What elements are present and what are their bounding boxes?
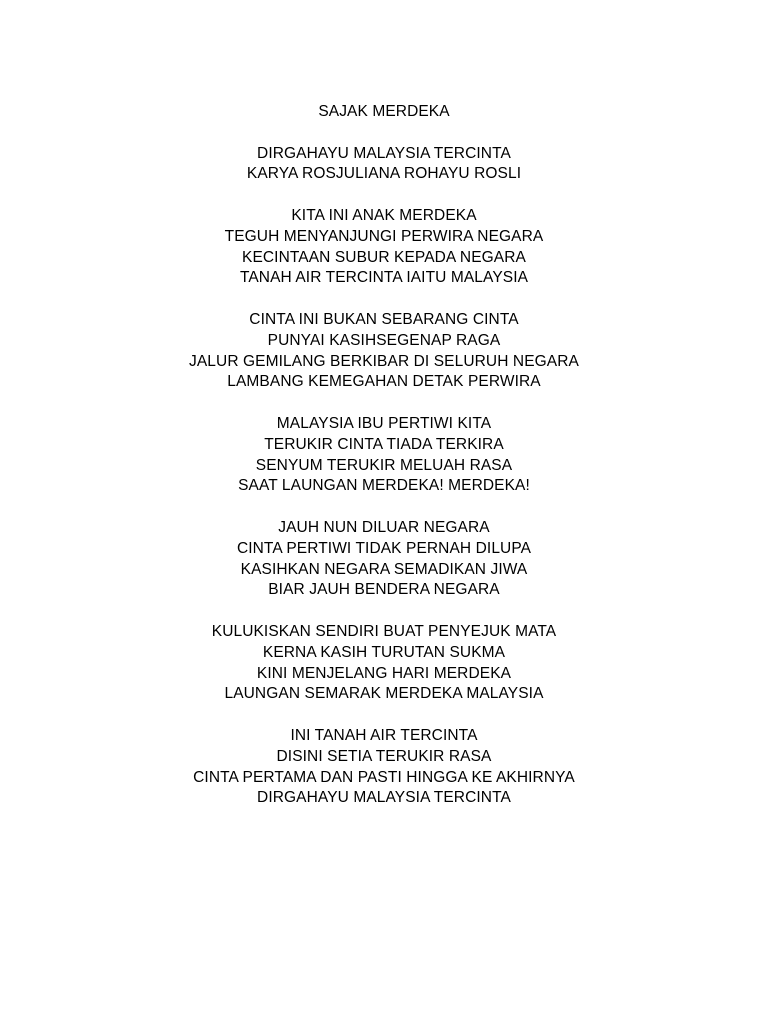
stanza-2 bbox=[0, 310, 768, 393]
poem-line: TANAH AIR TERCINTA IAITU MALAYSIA bbox=[239, 269, 529, 287]
stanza-6 bbox=[0, 726, 768, 809]
poem-title: SAJAK MERDEKA bbox=[318, 103, 450, 120]
poem-line: CINTA INI BUKAN SEBARANG CINTA bbox=[249, 310, 519, 328]
poem-line: INI TANAH AIR TERCINTA bbox=[290, 726, 478, 744]
poem-subtitle: DIRGAHAYU MALAYSIA TERCINTA bbox=[257, 144, 511, 162]
poem-line: KINI MENJELANG HARI MERDEKA bbox=[256, 664, 512, 682]
poem-line: DISINI SETIA TERUKIR RASA bbox=[276, 747, 492, 765]
poem-line: KULUKISKAN SENDIRI BUAT PENYEJUK MATA bbox=[211, 622, 557, 640]
poem-line: JAUH NUN DILUAR NEGARA bbox=[278, 518, 490, 536]
poem-line: SENYUM TERUKIR MELUAH RASA bbox=[255, 456, 513, 474]
poem-line: CINTA PERTAMA DAN PASTI HINGGA KE AKHIRNYA bbox=[193, 768, 575, 786]
poem-line: DIRGAHAYU MALAYSIA TERCINTA bbox=[257, 789, 511, 807]
poem-line: CINTA PERTIWI TIDAK PERNAH DILUPA bbox=[236, 539, 532, 557]
poem-line: TERUKIR CINTA TIADA TERKIRA bbox=[264, 435, 504, 453]
poem-body bbox=[0, 102, 768, 809]
poem-line: KECINTAAN SUBUR KEPADA NEGARA bbox=[242, 248, 526, 266]
poem-line: MALAYSIA IBU PERTIWI KITA bbox=[276, 414, 492, 432]
poem-line: JALUR GEMILANG BERKIBAR DI SELURUH NEGARA bbox=[189, 352, 579, 370]
poem-line: KITA INI ANAK MERDEKA bbox=[291, 206, 477, 224]
stanza-4 bbox=[0, 518, 768, 601]
poem-line: LAUNGAN SEMARAK MERDEKA MALAYSIA bbox=[224, 685, 544, 703]
poem-title-block bbox=[0, 102, 768, 123]
poem-line: TEGUH MENYANJUNGI PERWIRA NEGARA bbox=[224, 227, 544, 245]
poem-author: KARYA ROSJULIANA ROHAYU ROSLI bbox=[246, 165, 522, 183]
poem-line: KERNA KASIH TURUTAN SUKMA bbox=[262, 643, 506, 661]
poem-line: LAMBANG KEMEGAHAN DETAK PERWIRA bbox=[227, 373, 541, 391]
poem-line: BIAR JAUH BENDERA NEGARA bbox=[268, 581, 500, 599]
poem-line: PUNYAI KASIHSEGENAP RAGA bbox=[267, 331, 501, 349]
poem-line: SAAT LAUNGAN MERDEKA! MERDEKA! bbox=[238, 477, 530, 495]
stanza-1 bbox=[0, 206, 768, 289]
poem-heading-block bbox=[0, 144, 768, 186]
stanza-5 bbox=[0, 622, 768, 705]
poem-line: KASIHKAN NEGARA SEMADIKAN JIWA bbox=[240, 560, 528, 578]
stanza-3 bbox=[0, 414, 768, 497]
